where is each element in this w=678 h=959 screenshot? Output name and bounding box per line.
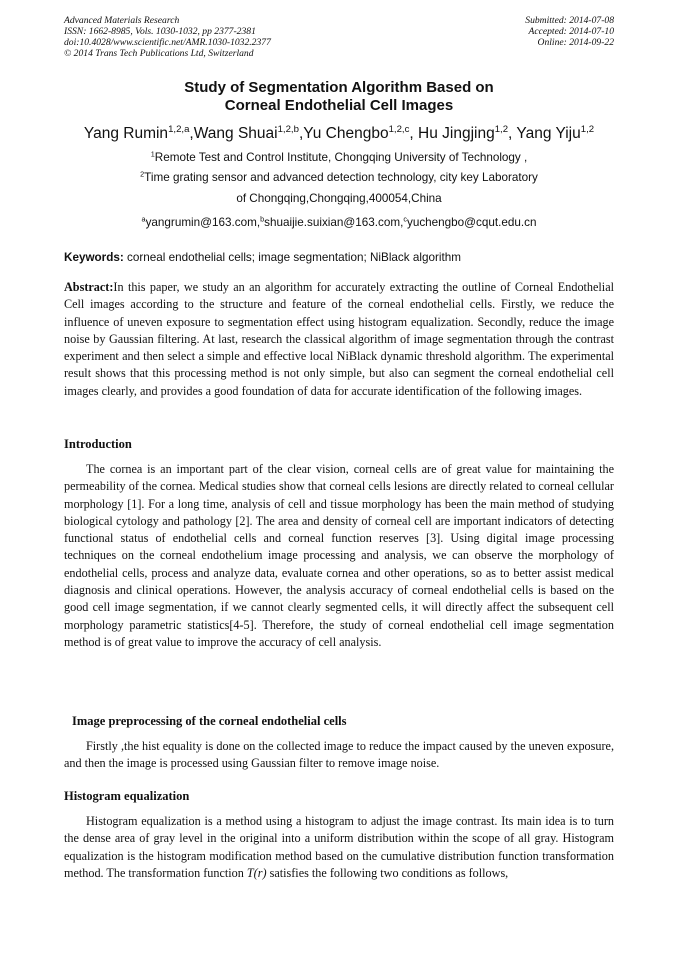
affiliation-1 <box>64 151 614 165</box>
author-separator: , <box>409 125 419 142</box>
author-separator: , <box>508 125 517 142</box>
author-affiliation-mark: 1,2,c <box>388 123 410 135</box>
keywords-label: Keywords: <box>64 251 124 264</box>
affiliation-2 <box>64 171 614 185</box>
affiliation-mark: 1 <box>150 149 155 159</box>
keywords-text: corneal endothelial cells; image segmentation; NiBlack algorithm <box>123 251 461 264</box>
keywords <box>64 251 614 264</box>
email-link[interactable]: shuaijie.suixian@163.com, <box>264 216 404 229</box>
author-name: Wang Shuai <box>193 125 278 142</box>
histogram-heading: Histogram equalization <box>64 789 190 803</box>
affiliation-2-text: Time grating sensor and advanced detection technology, city key Laboratory <box>144 171 538 184</box>
author-affiliation-mark: 1,2,a <box>168 123 190 135</box>
email-link[interactable]: yuchengbo@cqut.edu.cn <box>406 216 537 229</box>
dates-info <box>525 15 614 48</box>
author-separator: , <box>298 125 304 142</box>
author-name: Hu Jingjing <box>418 125 495 142</box>
transformation-function: T(r) <box>246 865 267 880</box>
affiliation-mark: 2 <box>140 169 145 179</box>
email-link[interactable]: yangrumin@163.com, <box>145 216 261 229</box>
affiliation-2-continued: of Chongqing,Chongqing,400054,China <box>236 192 442 205</box>
abstract-text: In this paper, we study an an algorithm for accurately extracting the outline of Corneal Endothelial Cell images according to the structure and feature of the corneal endothelial cells. Firstly, we reduce the influence of uneven exposure to segmentation effect using histogram equalization. Secondly, reduce the image noise by Gaussian filtering. At last, research the classical algorithm of image segmentation through the contrast experiment and then select a simple and effective local NiBlack dynamic threshold algorithm. The experimental result shows that this processing method is not only simple, but also can segment the corneal endothelial cell images clearly, and provides a good foundation of data for accurate identification of the following images. <box>64 280 614 398</box>
preprocessing-heading: Image preprocessing of the corneal endothelial cells <box>72 714 347 728</box>
abstract-label: Abstract: <box>64 280 114 294</box>
abstract <box>64 279 614 400</box>
author-name: Yang Rumin <box>83 125 169 142</box>
journal-copyright: © 2014 Trans Tech Publications Ltd, Switzerland <box>64 48 254 59</box>
author-name: Yu Chengbo <box>303 125 389 142</box>
journal-name: Advanced Materials Research <box>64 15 180 26</box>
journal-doi: doi:10.4028/www.scientific.net/AMR.1030-1032.2377 <box>64 37 271 48</box>
title-line-1: Study of Segmentation Algorithm Based on <box>184 79 494 96</box>
date-accepted: Accepted: 2014-07-10 <box>528 26 614 37</box>
histogram-text-before: Histogram equalization is a method using a histogram to adjust the image contrast. Its main idea is to turn the dense area of gray level in the original into a uniform distribution within the scope of all gray. Histogram equalization is the histogram modification method based on the cumulative distribution function transformation method. The transformation function <box>64 814 614 880</box>
journal-issn: ISSN: 1662-8985, Vols. 1030-1032, pp 2377-2381 <box>64 26 256 37</box>
journal-info <box>64 15 271 59</box>
affiliation-1-text: Remote Test and Control Institute, Chongqing University of Technology , <box>154 151 528 164</box>
author-list <box>40 124 638 143</box>
paper-title <box>64 79 614 115</box>
email-mark: a <box>141 214 146 224</box>
histogram-text-after: satisfies the following two conditions as follows, <box>266 865 509 880</box>
author-separator: , <box>189 125 194 142</box>
date-submitted: Submitted: 2014-07-08 <box>525 15 614 26</box>
author-affiliation-mark: 1,2 <box>494 123 509 135</box>
author-affiliation-mark: 1,2,b <box>277 123 299 135</box>
introduction-heading: Introduction <box>64 437 132 451</box>
date-online: Online: 2014-09-22 <box>537 37 614 48</box>
author-affiliation-mark: 1,2 <box>580 123 595 135</box>
author-emails <box>64 216 614 230</box>
histogram-text <box>64 813 614 882</box>
email-mark: b <box>260 214 265 224</box>
email-mark: c <box>403 214 407 224</box>
author-name: Yang Yiju <box>516 125 581 142</box>
title-line-2: Corneal Endothelial Cell Images <box>224 97 454 114</box>
introduction-text: The cornea is an important part of the clear vision, corneal cells are of great value for maintaining the permeability of the cornea. Medical studies show that corneal cells lesions are directly related to corneal cellular morphology [1]. For a long time, analysis of cell and tissue morphology has been the main method of studying biological cytology and pathology [2]. The area and density of corneal cell are important indicators of detecting functional status of endothelial cells and corneal function reserves [3]. Using digital image processing techniques on the corneal endothelium image processing and analysis, we can observe the morphology of endothelial cells, process and analyze data, evaluate cornea and other operations, so as to better assist medical diagnosis and clinical operations. However, the analysis accuracy of corneal endothelial cells is based on the good cell image segmentation, if we cannot clearly segmented cells, it will directly affect the subsequent cell morphology parametric statistics[4-5]. Therefore, the study of corneal endothelial cell image segmentation method is of great value to improve the accuracy of cell analysis. <box>64 462 614 649</box>
preprocessing-text: Firstly ,the hist equality is done on the collected image to reduce the impact caused by the uneven exposure, and then the image is processed using Gaussian filter to remove image noise. <box>64 739 614 771</box>
